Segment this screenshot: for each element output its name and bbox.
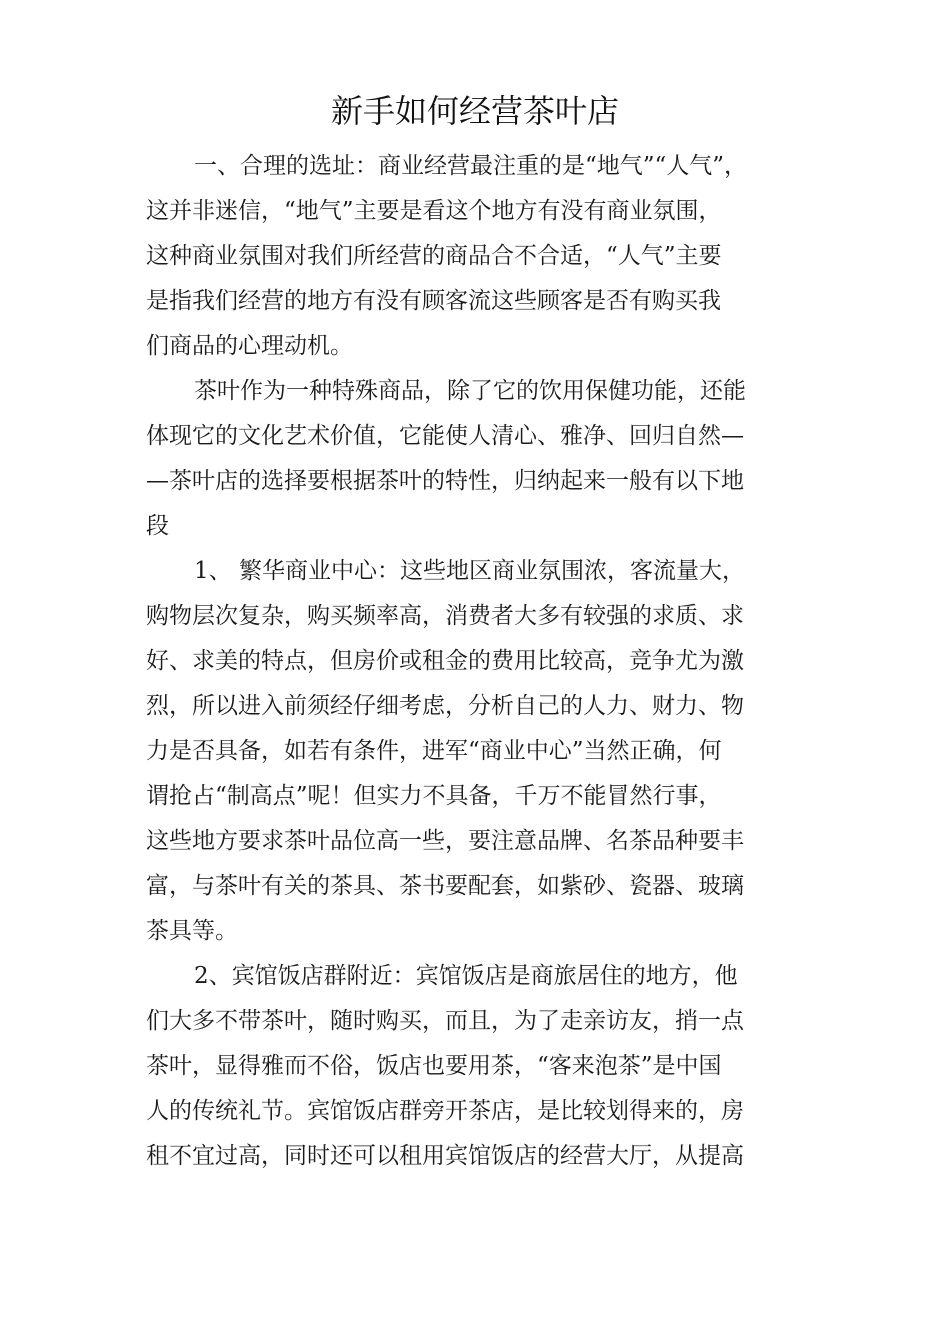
text-line: 谓抢占“制高点”呢！但实力不具备，千万不能冒然行事， bbox=[146, 783, 722, 809]
paragraph-hotel-area bbox=[146, 954, 808, 1179]
text-line: 们商品的心理动机。 bbox=[146, 333, 353, 359]
text-line: 们大多不带茶叶，随时购买，而且，为了走亲访友，捎一点 bbox=[146, 1008, 744, 1034]
paragraph-site-selection bbox=[146, 144, 808, 369]
text-line: 人的传统礼节。宾馆饭店群旁开茶店，是比较划得来的，房 bbox=[146, 1098, 744, 1124]
text-line: 好、求美的特点，但房价或租金的费用比较高，竞争尤为激 bbox=[146, 648, 744, 674]
text-line: 力是否具备，如若有条件，进军“商业中心”当然正确，何 bbox=[146, 738, 722, 764]
text-line: 购物层次复杂，购买频率高，消费者大多有较强的求质、求 bbox=[146, 603, 744, 629]
text-line: —茶叶店的选择要根据茶叶的特性，归纳起来一般有以下地 bbox=[146, 468, 744, 494]
text-line: 2、宾馆饭店群附近：宾馆饭店是商旅居住的地方，他 bbox=[194, 963, 738, 989]
text-line: 这并非迷信，“地气”主要是看这个地方有没有商业氛围， bbox=[146, 198, 722, 224]
text-line: 这种商业氛围对我们所经营的商品合不合适，“人气”主要 bbox=[146, 243, 722, 269]
text-line: 这些地方要求茶叶品位高一些，要注意品牌、名茶品种要丰 bbox=[146, 828, 744, 854]
document-title: 新手如何经营茶叶店 bbox=[330, 92, 619, 130]
text-line: 1、 繁华商业中心：这些地区商业氛围浓，客流量大， bbox=[194, 558, 745, 584]
text-line: 茶叶作为一种特殊商品，除了它的饮用保健功能，还能 bbox=[194, 378, 746, 404]
text-line: 租不宜过高，同时还可以租用宾馆饭店的经营大厅，从提高 bbox=[146, 1143, 744, 1169]
text-line: 烈，所以进入前须经仔细考虑，分析自己的人力、财力、物 bbox=[146, 693, 744, 719]
text-line: 体现它的文化艺术价值，它能使人清心、雅净、回归自然— bbox=[146, 423, 744, 449]
paragraph-commercial-center bbox=[146, 549, 808, 954]
text-line: 段 bbox=[146, 513, 169, 539]
text-line: 是指我们经营的地方有没有顾客流这些顾客是否有购买我 bbox=[146, 288, 721, 314]
text-line: 富，与茶叶有关的茶具、茶书要配套，如紫砂、瓷器、玻璃 bbox=[146, 873, 744, 899]
paragraph-tea-characteristics bbox=[146, 369, 808, 549]
text-line: 茶具等。 bbox=[146, 918, 238, 944]
text-line: 一、合理的选址：商业经营最注重的是“地气”“人气”， bbox=[194, 153, 748, 179]
text-line: 茶叶，显得雅而不俗，饭店也要用茶，“客来泡茶”是中国 bbox=[146, 1053, 722, 1079]
document-body bbox=[146, 144, 808, 1179]
